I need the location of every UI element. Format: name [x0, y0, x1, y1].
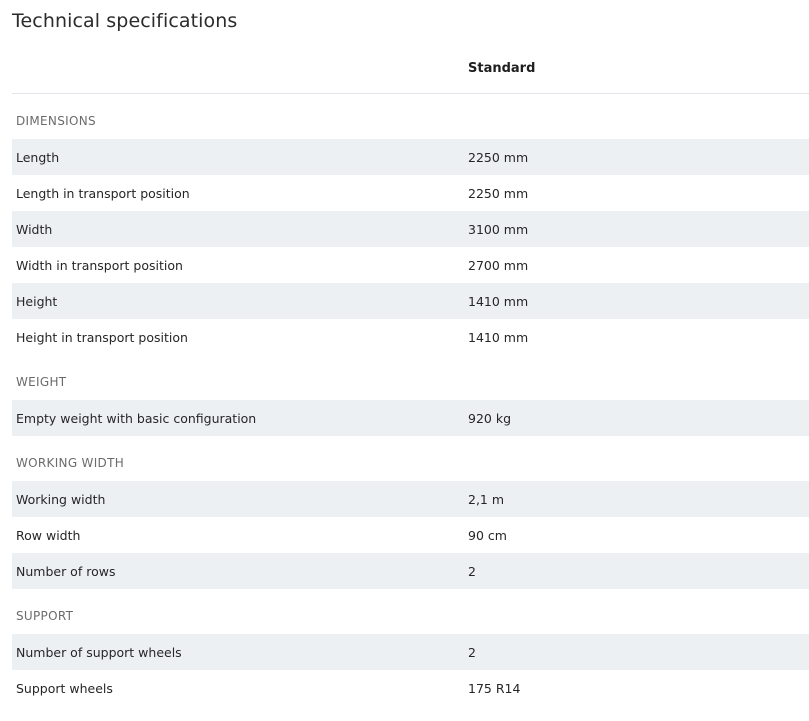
spec-value: 3100 mm: [468, 221, 529, 237]
spec-label: Height in transport position: [16, 329, 188, 345]
section-working-width: [12, 445, 809, 589]
spec-table: [12, 103, 809, 706]
spec-value: 1410 mm: [468, 329, 529, 345]
spec-label: Number of rows: [16, 563, 116, 579]
section-heading: DIMENSIONS: [16, 114, 96, 128]
spec-row: [12, 670, 809, 706]
spec-row: [12, 634, 809, 670]
spec-row: [12, 400, 809, 436]
section-heading: WORKING WIDTH: [16, 456, 125, 470]
spec-value: 2250 mm: [468, 149, 529, 165]
spec-label: Empty weight with basic configuration: [16, 410, 257, 426]
section-heading: WEIGHT: [16, 375, 67, 389]
spec-row: [12, 283, 809, 319]
spec-value: 90 cm: [468, 527, 507, 543]
spec-value: 2,1 m: [468, 491, 505, 507]
spec-row: [12, 517, 809, 553]
spec-row: [12, 481, 809, 517]
spec-value: 1410 mm: [468, 293, 529, 309]
spec-row: [12, 247, 809, 283]
section-support: [12, 598, 809, 706]
spec-row: [12, 553, 809, 589]
spec-row: [12, 211, 809, 247]
spec-label: Height: [16, 293, 58, 309]
spec-row: [12, 319, 809, 355]
section-heading: SUPPORT: [16, 609, 74, 623]
spec-label: Number of support wheels: [16, 644, 182, 660]
header-divider: [12, 93, 809, 94]
spec-row: [12, 139, 809, 175]
spec-value: 2: [468, 644, 476, 660]
spec-label: Width in transport position: [16, 257, 183, 273]
spec-label: Support wheels: [16, 680, 113, 696]
section-dimensions: [12, 103, 809, 355]
spec-label: Width: [16, 221, 53, 237]
spec-value: 920 kg: [468, 410, 512, 426]
spec-label: Length in transport position: [16, 185, 190, 201]
spec-row: [12, 175, 809, 211]
section-weight: [12, 364, 809, 436]
spec-label: Working width: [16, 491, 106, 507]
spec-value: 175 R14: [468, 680, 521, 696]
spec-value: 2: [468, 563, 476, 579]
spec-value: 2700 mm: [468, 257, 529, 273]
spec-label: Row width: [16, 527, 81, 543]
spec-label: Length: [16, 149, 60, 165]
spec-value: 2250 mm: [468, 185, 529, 201]
column-header-standard: Standard: [468, 61, 536, 76]
page-title: Technical specifications: [12, 10, 238, 32]
